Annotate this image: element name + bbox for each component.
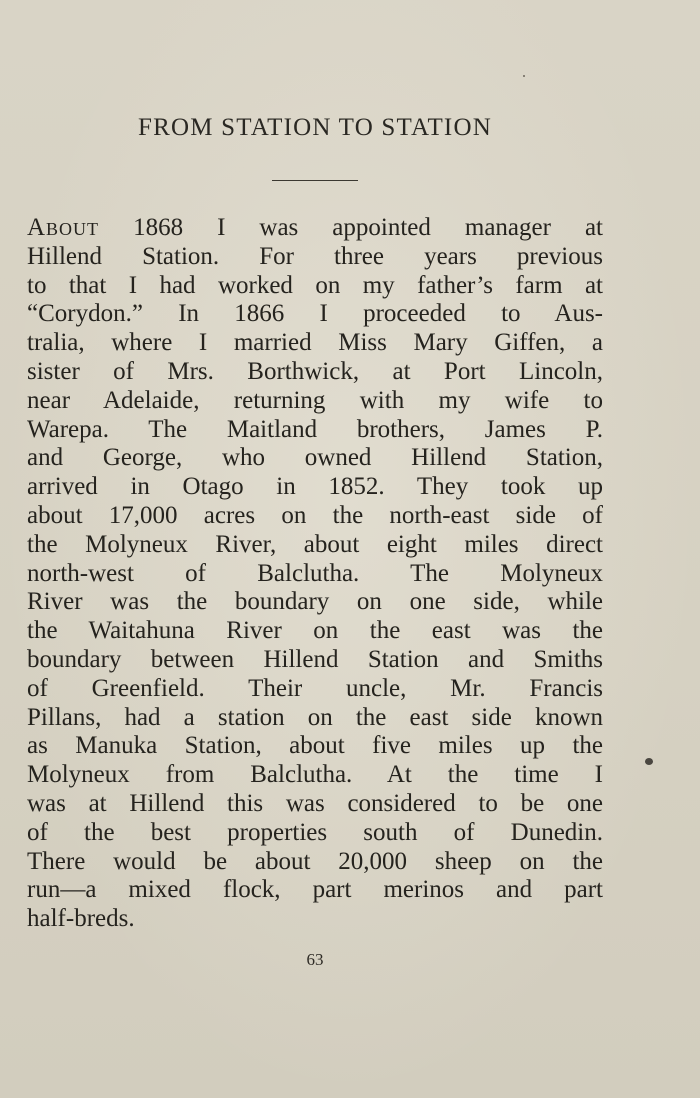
text-line: to that I had worked on my father’s farm at [27,271,603,299]
text-line: and George, who owned Hillend Station, [27,444,603,472]
text-line: River was the boundary on one side, while [27,588,603,616]
text-line: tralia, where I married Miss Mary Giffen, a [27,329,603,357]
text-line: Warepa. The Maitland brothers, James P. [27,415,603,443]
first-line-rest: 1868 I was appointed manager at [99,214,603,241]
body-paragraph [27,214,603,934]
text-line: There would be about 20,000 sheep on the [27,847,603,875]
text-line: Molyneux from Balclutha. At the time I [27,761,603,789]
ink-speck [645,758,653,765]
text-line: the Molyneux River, about eight miles direct [27,530,603,558]
text-line: arrived in Otago in 1852. They took up [27,473,603,501]
text-line: as Manuka Station, about five miles up the [27,732,603,760]
text-line: the Waitahuna River on the east was the [27,617,603,645]
text-line-last: half-breds. [27,905,135,933]
text-line: sister of Mrs. Borthwick, at Port Lincoln, [27,357,603,385]
text-line: north-west of Balclutha. The Molyneux [27,559,603,587]
text-line: “Corydon.” In 1866 I proceeded to Aus- [27,300,603,328]
text-line: was at Hillend this was considered to be one [27,789,603,817]
text-line: run—a mixed flock, part merinos and part [27,876,603,904]
text-line: Pillans, had a station on the east side known [27,703,603,731]
chapter-title: FROM STATION TO STATION [138,114,492,141]
text-line: near Adelaide, returning with my wife to [27,386,603,414]
text-line: about 17,000 acres on the north-east side of [27,501,603,529]
ink-speck-small [523,75,525,77]
text-line: Hillend Station. For three years previous [27,242,603,270]
text-line: of the best properties south of Dunedin. [27,818,603,846]
page-number: 63 [306,950,324,969]
text-line [27,214,603,243]
text-line: boundary between Hillend Station and Smiths [27,645,603,673]
lead-word: About [27,214,100,241]
title-rule [272,180,358,181]
text-line: of Greenfield. Their uncle, Mr. Francis [27,674,603,702]
